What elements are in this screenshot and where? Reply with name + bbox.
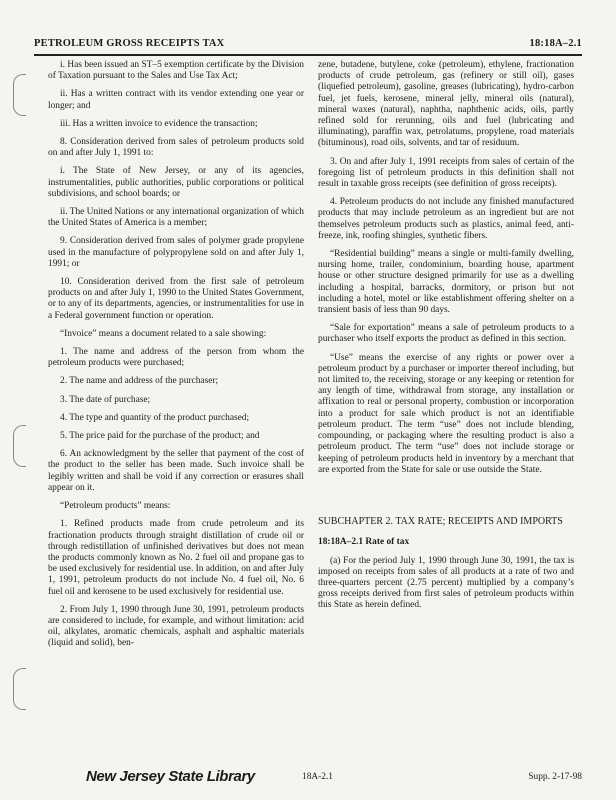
paragraph: 4. Petroleum products do not include any finished manufactured products that may include petroleum as an ingredient but are not themselves petroleum products such as plastics, animal feed, anti-freeze, ink, roofing shingles, synthetic fibers.	[318, 197, 574, 241]
paragraph: i. The State of New Jersey, or any of its agencies, instrumentalities, public authorities, public corporations or political subdivisions, and school boards; or	[48, 166, 304, 199]
binder-hole-mark	[13, 74, 26, 116]
paragraph: 6. An acknowledgment by the seller that payment of the cost of the product to the seller has been made. Such invoice shall be legibly written and shall be void if any correction or erasures shall appear on it.	[48, 449, 304, 493]
paragraph: 1. The name and address of the person from whom the petroleum products were purchased;	[48, 347, 304, 369]
paragraph: i. Has been issued an ST–5 exemption certificate by the Division of Taxation pursuant to the Sales and Use Tax Act;	[48, 60, 304, 82]
library-stamp: New Jersey State Library	[86, 768, 255, 785]
paragraph: 5. The price paid for the purchase of the product; and	[60, 431, 260, 442]
section-heading: 18:18A–2.1 Rate of tax	[318, 537, 410, 548]
header-rule	[34, 54, 582, 56]
paragraph: 4. The type and quantity of the product purchased;	[60, 412, 250, 423]
paragraph: 8. Consideration derived from sales of petroleum products sold on and after July 1, 1991 to:	[48, 137, 304, 159]
page-number: 18A-2.1	[302, 772, 333, 782]
header-section-number: 18:18A–2.1	[529, 38, 582, 49]
paragraph: 1. Refined products made from crude petroleum and its fractionation products through straight distillation of crude oil or through redistillation of unfinished derivatives but does not mean the products commonly known as No. 2 fuel oil and propane gas to be used exclusively for residential use. In addition, on and after July 1, 1991, petroleum products do not include No. 4 fuel oil, No. 6 fuel oil and kerosene to be used exclusively for residential use.	[48, 519, 304, 597]
paragraph: “Sale for exportation” means a sale of petroleum products to a purchaser who itself exports the product as defined in this section.	[318, 323, 574, 345]
paragraph: iii. Has a written invoice to evidence the transaction;	[60, 118, 258, 129]
paragraph: 3. On and after July 1, 1991 receipts from sales of certain of the foregoing list of petroleum products in this definition shall not result in taxable gross receipts (see definition of gross receipts).	[318, 156, 574, 190]
paragraph: 3. The date of purchase;	[60, 394, 151, 405]
paragraph: “Use” means the exercise of any rights or power over a petroleum product by a purchaser or importer thereof including, but not limited to, the receiving, storage or any keeping or retention for any length of time, withdrawal from storage, any installation or affixation to real or personal property, combustion or incorporation into a product for sale which product is not an identifiable petroleum product. The term “use” does not include blending, compounding, or packaging where the resulting product is also a petroleum product. The term “use” does not include storage or keeping of petroleum products held in inventory by a merchant that are exported from the State for sale or use outside the State.	[318, 352, 574, 475]
binder-hole-mark	[13, 425, 26, 467]
paragraph: 2. From July 1, 1990 through June 30, 1991, petroleum products are considered to include, for example, and without limitation: acid oil, alkylates, aromatic chemicals, asphalt and asphaltic materials (liquid and solid), ben-	[48, 604, 304, 649]
running-header	[34, 38, 582, 54]
paragraph: “Petroleum products” means:	[60, 501, 171, 512]
page-footer	[48, 768, 582, 790]
header-title: PETROLEUM GROSS RECEIPTS TAX	[34, 38, 225, 49]
supplement-date: Supp. 2-17-98	[528, 772, 582, 782]
paragraph: 2. The name and address of the purchaser;	[60, 376, 219, 387]
paragraph: ii. The United Nations or any international organization of which the United States of America is a member;	[48, 207, 304, 229]
paragraph: 9. Consideration derived from sales of polymer grade propylene used in the manufacture of polypropylene sold on and after July 1, 1991; or	[48, 236, 304, 269]
left-column	[48, 60, 304, 657]
paragraph: “Residential building” means a single or multi-family dwelling, nursing home, trailer, condominium, boarding house, apartment house or other structure designed primarily for use as a dwelling including a hospital, barracks, dormitory, or prison but not including a hotel, motel or like establishment offering shelter on a transient basis of less than 90 days.	[318, 249, 574, 316]
paragraph: 10. Consideration derived from the first sale of petroleum products on and after July 1, 1990 to the United States Government, or to any of its departments, agencies, or instrumentalities for use in a Federal government function or operation.	[48, 277, 304, 321]
binder-hole-mark	[13, 668, 26, 710]
paragraph: ii. Has a written contract with its vendor extending one year or longer; and	[48, 89, 304, 111]
subchapter-heading: SUBCHAPTER 2. TAX RATE; RECEIPTS AND IMPORTS	[318, 515, 563, 527]
right-column	[318, 60, 574, 619]
paragraph: (a) For the period July 1, 1990 through June 30, 1991, the tax is imposed on receipts from sales of all products at a rate of two and three-quarters percent (2.75 percent) multiplied by a company’s gross receipts derived from first sales of petroleum products within this State as herein defined.	[318, 555, 574, 611]
paragraph: “Invoice” means a document related to a sale showing:	[60, 328, 267, 339]
paragraph: zene, butadene, butylene, coke (petroleum), ethylene, fractionation products of crude petroleum, gas (refinery or still oil), gases (liquefied petroleum), gasoline, greases (lubricating), hydro-carbon fuel, jet fuels, kerosene, mineral jelly, mineral oils (natural), mineral waxes (natural), naphtha, naphthenic acids, oils, partly refined sold for rerunning, oils and fuel (lubricating and illuminating), paraffin wax, petrolatums, propylene, road materials (bituminous), road oils, solvents, and tar of residuum.	[318, 60, 574, 149]
